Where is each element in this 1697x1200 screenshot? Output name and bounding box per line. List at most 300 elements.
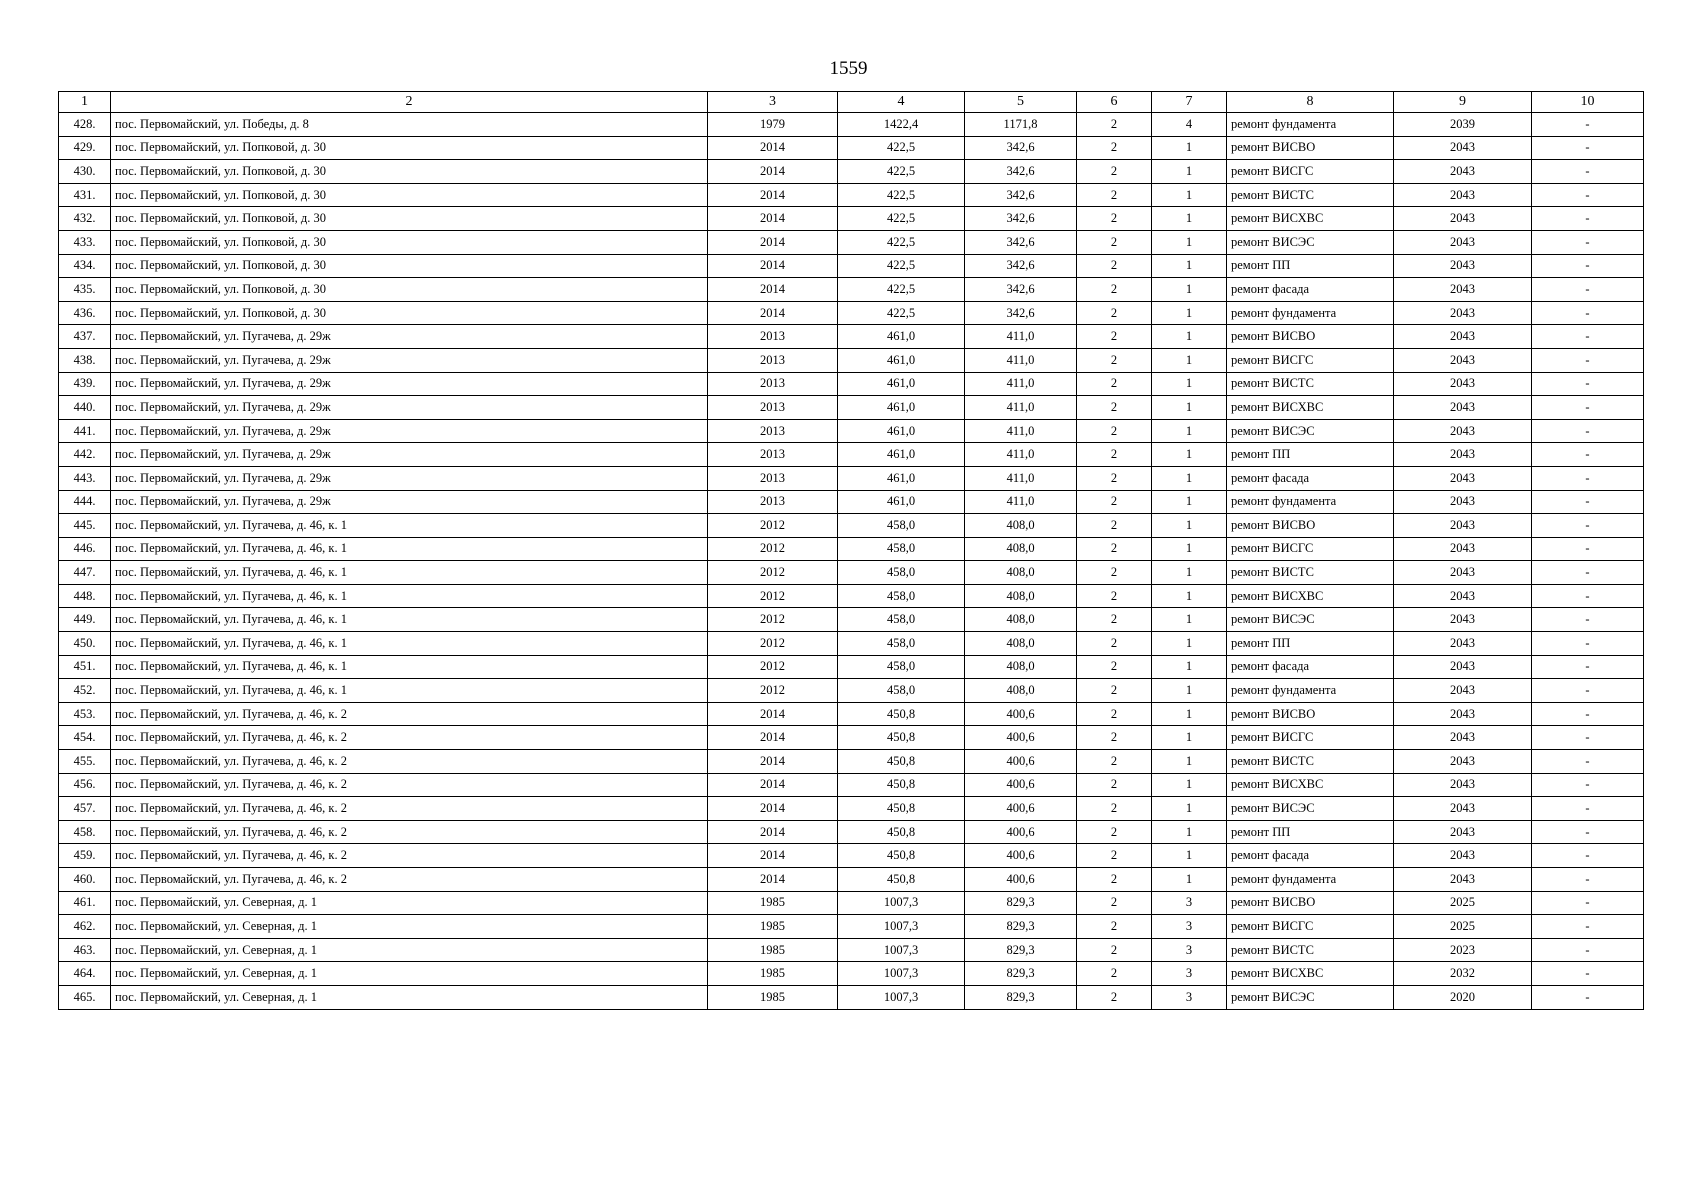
row-index-cell: 438. bbox=[59, 348, 111, 372]
address-cell: пос. Первомайский, ул. Северная, д. 1 bbox=[111, 938, 708, 962]
entrances-cell: 1 bbox=[1152, 844, 1227, 868]
work-type-cell: ремонт ВИСХВС bbox=[1227, 207, 1394, 231]
work-type-cell: ремонт ВИСХВС bbox=[1227, 396, 1394, 420]
work-type-cell: ремонт фундамента bbox=[1227, 490, 1394, 514]
entrances-cell: 1 bbox=[1152, 301, 1227, 325]
planned-year-cell: 2043 bbox=[1394, 254, 1532, 278]
address-cell: пос. Первомайский, ул. Северная, д. 1 bbox=[111, 985, 708, 1009]
year-built-cell: 2014 bbox=[708, 136, 838, 160]
note-cell: - bbox=[1532, 797, 1644, 821]
living-area-cell: 829,3 bbox=[965, 938, 1077, 962]
table-row bbox=[59, 443, 1644, 467]
address-cell: пос. Первомайский, ул. Пугачева, д. 29ж bbox=[111, 419, 708, 443]
address-cell: пос. Первомайский, ул. Пугачева, д. 46, к. 1 bbox=[111, 679, 708, 703]
planned-year-cell: 2025 bbox=[1394, 915, 1532, 939]
work-type-cell: ремонт ВИСВО bbox=[1227, 702, 1394, 726]
entrances-cell: 1 bbox=[1152, 136, 1227, 160]
living-area-cell: 829,3 bbox=[965, 915, 1077, 939]
work-type-cell: ремонт ВИСХВС bbox=[1227, 962, 1394, 986]
year-built-cell: 2012 bbox=[708, 655, 838, 679]
living-area-cell: 411,0 bbox=[965, 396, 1077, 420]
floors-cell: 2 bbox=[1077, 561, 1152, 585]
note-cell: - bbox=[1532, 679, 1644, 703]
address-cell: пос. Первомайский, ул. Пугачева, д. 46, к. 1 bbox=[111, 537, 708, 561]
year-built-cell: 2013 bbox=[708, 348, 838, 372]
total-area-cell: 450,8 bbox=[838, 702, 965, 726]
living-area-cell: 408,0 bbox=[965, 632, 1077, 656]
entrances-cell: 1 bbox=[1152, 396, 1227, 420]
row-index-cell: 455. bbox=[59, 750, 111, 774]
planned-year-cell: 2032 bbox=[1394, 962, 1532, 986]
note-cell: - bbox=[1532, 632, 1644, 656]
planned-year-cell: 2043 bbox=[1394, 608, 1532, 632]
floors-cell: 2 bbox=[1077, 915, 1152, 939]
note-cell: - bbox=[1532, 419, 1644, 443]
work-type-cell: ремонт фундамента bbox=[1227, 301, 1394, 325]
address-cell: пос. Первомайский, ул. Пугачева, д. 46, к. 2 bbox=[111, 702, 708, 726]
planned-year-cell: 2043 bbox=[1394, 396, 1532, 420]
living-area-cell: 408,0 bbox=[965, 537, 1077, 561]
planned-year-cell: 2043 bbox=[1394, 655, 1532, 679]
table-row bbox=[59, 419, 1644, 443]
total-area-cell: 458,0 bbox=[838, 584, 965, 608]
entrances-cell: 1 bbox=[1152, 679, 1227, 703]
table-row bbox=[59, 207, 1644, 231]
table-row bbox=[59, 113, 1644, 137]
living-area-cell: 342,6 bbox=[965, 301, 1077, 325]
living-area-cell: 400,6 bbox=[965, 773, 1077, 797]
address-cell: пос. Первомайский, ул. Пугачева, д. 46, к. 2 bbox=[111, 726, 708, 750]
work-type-cell: ремонт ПП bbox=[1227, 254, 1394, 278]
row-index-cell: 439. bbox=[59, 372, 111, 396]
work-type-cell: ремонт ВИСЭС bbox=[1227, 608, 1394, 632]
planned-year-cell: 2043 bbox=[1394, 679, 1532, 703]
total-area-cell: 422,5 bbox=[838, 136, 965, 160]
total-area-cell: 422,5 bbox=[838, 278, 965, 302]
planned-year-cell: 2043 bbox=[1394, 773, 1532, 797]
address-cell: пос. Первомайский, ул. Пугачева, д. 46, к. 2 bbox=[111, 773, 708, 797]
entrances-cell: 1 bbox=[1152, 702, 1227, 726]
note-cell: - bbox=[1532, 348, 1644, 372]
address-cell: пос. Первомайский, ул. Пугачева, д. 46, к. 1 bbox=[111, 514, 708, 538]
year-built-cell: 1985 bbox=[708, 915, 838, 939]
floors-cell: 2 bbox=[1077, 325, 1152, 349]
address-cell: пос. Первомайский, ул. Попковой, д. 30 bbox=[111, 254, 708, 278]
total-area-cell: 422,5 bbox=[838, 230, 965, 254]
table-row bbox=[59, 466, 1644, 490]
planned-year-cell: 2043 bbox=[1394, 136, 1532, 160]
work-type-cell: ремонт ВИСХВС bbox=[1227, 773, 1394, 797]
entrances-cell: 1 bbox=[1152, 372, 1227, 396]
column-header: 8 bbox=[1227, 92, 1394, 113]
note-cell: - bbox=[1532, 254, 1644, 278]
floors-cell: 2 bbox=[1077, 985, 1152, 1009]
row-index-cell: 447. bbox=[59, 561, 111, 585]
floors-cell: 2 bbox=[1077, 797, 1152, 821]
year-built-cell: 2013 bbox=[708, 325, 838, 349]
living-area-cell: 408,0 bbox=[965, 514, 1077, 538]
address-cell: пос. Первомайский, ул. Попковой, д. 30 bbox=[111, 136, 708, 160]
planned-year-cell: 2043 bbox=[1394, 584, 1532, 608]
total-area-cell: 450,8 bbox=[838, 820, 965, 844]
address-cell: пос. Первомайский, ул. Попковой, д. 30 bbox=[111, 230, 708, 254]
work-type-cell: ремонт ВИСГС bbox=[1227, 726, 1394, 750]
planned-year-cell: 2043 bbox=[1394, 325, 1532, 349]
entrances-cell: 1 bbox=[1152, 632, 1227, 656]
work-type-cell: ремонт ВИСТС bbox=[1227, 561, 1394, 585]
planned-year-cell: 2043 bbox=[1394, 419, 1532, 443]
column-header: 5 bbox=[965, 92, 1077, 113]
entrances-cell: 1 bbox=[1152, 773, 1227, 797]
total-area-cell: 450,8 bbox=[838, 844, 965, 868]
total-area-cell: 458,0 bbox=[838, 608, 965, 632]
entrances-cell: 3 bbox=[1152, 891, 1227, 915]
floors-cell: 2 bbox=[1077, 773, 1152, 797]
total-area-cell: 1422,4 bbox=[838, 113, 965, 137]
entrances-cell: 1 bbox=[1152, 325, 1227, 349]
total-area-cell: 1007,3 bbox=[838, 915, 965, 939]
work-type-cell: ремонт ВИСТС bbox=[1227, 750, 1394, 774]
note-cell: - bbox=[1532, 490, 1644, 514]
floors-cell: 2 bbox=[1077, 183, 1152, 207]
address-cell: пос. Первомайский, ул. Пугачева, д. 29ж bbox=[111, 443, 708, 467]
table-row bbox=[59, 396, 1644, 420]
total-area-cell: 422,5 bbox=[838, 183, 965, 207]
year-built-cell: 2014 bbox=[708, 230, 838, 254]
living-area-cell: 400,6 bbox=[965, 750, 1077, 774]
row-index-cell: 433. bbox=[59, 230, 111, 254]
living-area-cell: 400,6 bbox=[965, 726, 1077, 750]
table-row bbox=[59, 301, 1644, 325]
entrances-cell: 1 bbox=[1152, 561, 1227, 585]
row-index-cell: 458. bbox=[59, 820, 111, 844]
floors-cell: 2 bbox=[1077, 844, 1152, 868]
floors-cell: 2 bbox=[1077, 655, 1152, 679]
entrances-cell: 1 bbox=[1152, 797, 1227, 821]
living-area-cell: 342,6 bbox=[965, 183, 1077, 207]
address-cell: пос. Первомайский, ул. Северная, д. 1 bbox=[111, 962, 708, 986]
year-built-cell: 2014 bbox=[708, 844, 838, 868]
year-built-cell: 2012 bbox=[708, 584, 838, 608]
floors-cell: 2 bbox=[1077, 702, 1152, 726]
entrances-cell: 3 bbox=[1152, 938, 1227, 962]
entrances-cell: 1 bbox=[1152, 230, 1227, 254]
column-header: 3 bbox=[708, 92, 838, 113]
entrances-cell: 1 bbox=[1152, 726, 1227, 750]
planned-year-cell: 2043 bbox=[1394, 561, 1532, 585]
floors-cell: 2 bbox=[1077, 160, 1152, 184]
planned-year-cell: 2043 bbox=[1394, 632, 1532, 656]
row-index-cell: 440. bbox=[59, 396, 111, 420]
entrances-cell: 1 bbox=[1152, 348, 1227, 372]
work-type-cell: ремонт ВИСГС bbox=[1227, 537, 1394, 561]
note-cell: - bbox=[1532, 655, 1644, 679]
year-built-cell: 2014 bbox=[708, 278, 838, 302]
address-cell: пос. Первомайский, ул. Пугачева, д. 46, к. 1 bbox=[111, 632, 708, 656]
work-type-cell: ремонт ВИСГС bbox=[1227, 915, 1394, 939]
planned-year-cell: 2043 bbox=[1394, 797, 1532, 821]
address-cell: пос. Первомайский, ул. Пугачева, д. 29ж bbox=[111, 348, 708, 372]
note-cell: - bbox=[1532, 278, 1644, 302]
address-cell: пос. Первомайский, ул. Пугачева, д. 46, к. 2 bbox=[111, 844, 708, 868]
entrances-cell: 4 bbox=[1152, 113, 1227, 137]
address-cell: пос. Первомайский, ул. Пугачева, д. 29ж bbox=[111, 466, 708, 490]
address-cell: пос. Первомайский, ул. Северная, д. 1 bbox=[111, 891, 708, 915]
total-area-cell: 1007,3 bbox=[838, 962, 965, 986]
living-area-cell: 408,0 bbox=[965, 679, 1077, 703]
table-row bbox=[59, 868, 1644, 892]
row-index-cell: 430. bbox=[59, 160, 111, 184]
note-cell: - bbox=[1532, 183, 1644, 207]
total-area-cell: 461,0 bbox=[838, 443, 965, 467]
total-area-cell: 461,0 bbox=[838, 325, 965, 349]
column-header: 4 bbox=[838, 92, 965, 113]
row-index-cell: 456. bbox=[59, 773, 111, 797]
total-area-cell: 450,8 bbox=[838, 773, 965, 797]
planned-year-cell: 2043 bbox=[1394, 466, 1532, 490]
row-index-cell: 437. bbox=[59, 325, 111, 349]
note-cell: - bbox=[1532, 113, 1644, 137]
living-area-cell: 829,3 bbox=[965, 891, 1077, 915]
year-built-cell: 2013 bbox=[708, 419, 838, 443]
living-area-cell: 411,0 bbox=[965, 466, 1077, 490]
living-area-cell: 342,6 bbox=[965, 254, 1077, 278]
living-area-cell: 411,0 bbox=[965, 490, 1077, 514]
work-type-cell: ремонт ВИСЭС bbox=[1227, 419, 1394, 443]
total-area-cell: 1007,3 bbox=[838, 938, 965, 962]
note-cell: - bbox=[1532, 915, 1644, 939]
living-area-cell: 1171,8 bbox=[965, 113, 1077, 137]
table-row bbox=[59, 490, 1644, 514]
entrances-cell: 1 bbox=[1152, 183, 1227, 207]
living-area-cell: 400,6 bbox=[965, 820, 1077, 844]
floors-cell: 2 bbox=[1077, 396, 1152, 420]
planned-year-cell: 2039 bbox=[1394, 113, 1532, 137]
living-area-cell: 829,3 bbox=[965, 962, 1077, 986]
year-built-cell: 2012 bbox=[708, 514, 838, 538]
work-type-cell: ремонт ВИСТС bbox=[1227, 938, 1394, 962]
work-type-cell: ремонт фундамента bbox=[1227, 113, 1394, 137]
total-area-cell: 461,0 bbox=[838, 396, 965, 420]
year-built-cell: 1985 bbox=[708, 891, 838, 915]
floors-cell: 2 bbox=[1077, 962, 1152, 986]
note-cell: - bbox=[1532, 207, 1644, 231]
planned-year-cell: 2043 bbox=[1394, 207, 1532, 231]
address-cell: пос. Первомайский, ул. Пугачева, д. 46, к. 2 bbox=[111, 868, 708, 892]
floors-cell: 2 bbox=[1077, 750, 1152, 774]
floors-cell: 2 bbox=[1077, 537, 1152, 561]
work-type-cell: ремонт ПП bbox=[1227, 632, 1394, 656]
total-area-cell: 1007,3 bbox=[838, 891, 965, 915]
note-cell: - bbox=[1532, 466, 1644, 490]
entrances-cell: 1 bbox=[1152, 490, 1227, 514]
note-cell: - bbox=[1532, 702, 1644, 726]
floors-cell: 2 bbox=[1077, 301, 1152, 325]
total-area-cell: 458,0 bbox=[838, 561, 965, 585]
work-type-cell: ремонт ВИСВО bbox=[1227, 136, 1394, 160]
planned-year-cell: 2043 bbox=[1394, 844, 1532, 868]
note-cell: - bbox=[1532, 443, 1644, 467]
total-area-cell: 1007,3 bbox=[838, 985, 965, 1009]
table-row bbox=[59, 561, 1644, 585]
note-cell: - bbox=[1532, 372, 1644, 396]
repair-schedule-table bbox=[58, 91, 1644, 1010]
year-built-cell: 2014 bbox=[708, 773, 838, 797]
planned-year-cell: 2043 bbox=[1394, 372, 1532, 396]
planned-year-cell: 2043 bbox=[1394, 443, 1532, 467]
planned-year-cell: 2043 bbox=[1394, 183, 1532, 207]
address-cell: пос. Первомайский, ул. Победы, д. 8 bbox=[111, 113, 708, 137]
note-cell: - bbox=[1532, 868, 1644, 892]
row-index-cell: 432. bbox=[59, 207, 111, 231]
note-cell: - bbox=[1532, 985, 1644, 1009]
work-type-cell: ремонт ВИСВО bbox=[1227, 514, 1394, 538]
total-area-cell: 458,0 bbox=[838, 514, 965, 538]
total-area-cell: 422,5 bbox=[838, 301, 965, 325]
table-row bbox=[59, 584, 1644, 608]
row-index-cell: 446. bbox=[59, 537, 111, 561]
planned-year-cell: 2043 bbox=[1394, 820, 1532, 844]
entrances-cell: 1 bbox=[1152, 254, 1227, 278]
row-index-cell: 445. bbox=[59, 514, 111, 538]
living-area-cell: 411,0 bbox=[965, 372, 1077, 396]
work-type-cell: ремонт ПП bbox=[1227, 820, 1394, 844]
planned-year-cell: 2043 bbox=[1394, 490, 1532, 514]
table-row bbox=[59, 820, 1644, 844]
year-built-cell: 2013 bbox=[708, 466, 838, 490]
entrances-cell: 1 bbox=[1152, 207, 1227, 231]
row-index-cell: 462. bbox=[59, 915, 111, 939]
table-row bbox=[59, 915, 1644, 939]
address-cell: пос. Первомайский, ул. Попковой, д. 30 bbox=[111, 301, 708, 325]
total-area-cell: 461,0 bbox=[838, 348, 965, 372]
work-type-cell: ремонт ВИСЭС bbox=[1227, 985, 1394, 1009]
row-index-cell: 454. bbox=[59, 726, 111, 750]
floors-cell: 2 bbox=[1077, 584, 1152, 608]
row-index-cell: 450. bbox=[59, 632, 111, 656]
entrances-cell: 1 bbox=[1152, 537, 1227, 561]
floors-cell: 2 bbox=[1077, 278, 1152, 302]
row-index-cell: 436. bbox=[59, 301, 111, 325]
address-cell: пос. Первомайский, ул. Попковой, д. 30 bbox=[111, 278, 708, 302]
year-built-cell: 1985 bbox=[708, 985, 838, 1009]
year-built-cell: 2013 bbox=[708, 396, 838, 420]
total-area-cell: 461,0 bbox=[838, 490, 965, 514]
total-area-cell: 458,0 bbox=[838, 679, 965, 703]
address-cell: пос. Первомайский, ул. Пугачева, д. 29ж bbox=[111, 372, 708, 396]
address-cell: пос. Первомайский, ул. Пугачева, д. 46, к. 2 bbox=[111, 750, 708, 774]
row-index-cell: 451. bbox=[59, 655, 111, 679]
column-header: 2 bbox=[111, 92, 708, 113]
year-built-cell: 2012 bbox=[708, 632, 838, 656]
work-type-cell: ремонт фасада bbox=[1227, 844, 1394, 868]
work-type-cell: ремонт ВИСЭС bbox=[1227, 230, 1394, 254]
column-header: 6 bbox=[1077, 92, 1152, 113]
year-built-cell: 2014 bbox=[708, 254, 838, 278]
row-index-cell: 460. bbox=[59, 868, 111, 892]
table-row bbox=[59, 608, 1644, 632]
row-index-cell: 448. bbox=[59, 584, 111, 608]
floors-cell: 2 bbox=[1077, 726, 1152, 750]
floors-cell: 2 bbox=[1077, 230, 1152, 254]
address-cell: пос. Первомайский, ул. Пугачева, д. 29ж bbox=[111, 396, 708, 420]
note-cell: - bbox=[1532, 750, 1644, 774]
work-type-cell: ремонт ПП bbox=[1227, 443, 1394, 467]
table-row bbox=[59, 514, 1644, 538]
row-index-cell: 457. bbox=[59, 797, 111, 821]
floors-cell: 2 bbox=[1077, 466, 1152, 490]
living-area-cell: 408,0 bbox=[965, 608, 1077, 632]
total-area-cell: 461,0 bbox=[838, 419, 965, 443]
note-cell: - bbox=[1532, 537, 1644, 561]
entrances-cell: 1 bbox=[1152, 868, 1227, 892]
address-cell: пос. Первомайский, ул. Попковой, д. 30 bbox=[111, 183, 708, 207]
row-index-cell: 461. bbox=[59, 891, 111, 915]
row-index-cell: 444. bbox=[59, 490, 111, 514]
year-built-cell: 2012 bbox=[708, 561, 838, 585]
year-built-cell: 2014 bbox=[708, 160, 838, 184]
column-header: 10 bbox=[1532, 92, 1644, 113]
total-area-cell: 458,0 bbox=[838, 655, 965, 679]
year-built-cell: 2013 bbox=[708, 372, 838, 396]
year-built-cell: 1979 bbox=[708, 113, 838, 137]
living-area-cell: 400,6 bbox=[965, 868, 1077, 892]
table-row bbox=[59, 773, 1644, 797]
total-area-cell: 461,0 bbox=[838, 372, 965, 396]
entrances-cell: 1 bbox=[1152, 278, 1227, 302]
living-area-cell: 411,0 bbox=[965, 419, 1077, 443]
living-area-cell: 411,0 bbox=[965, 348, 1077, 372]
year-built-cell: 2014 bbox=[708, 207, 838, 231]
total-area-cell: 422,5 bbox=[838, 254, 965, 278]
floors-cell: 2 bbox=[1077, 608, 1152, 632]
table-row bbox=[59, 348, 1644, 372]
living-area-cell: 400,6 bbox=[965, 702, 1077, 726]
entrances-cell: 3 bbox=[1152, 962, 1227, 986]
living-area-cell: 400,6 bbox=[965, 797, 1077, 821]
planned-year-cell: 2043 bbox=[1394, 301, 1532, 325]
work-type-cell: ремонт ВИСГС bbox=[1227, 348, 1394, 372]
total-area-cell: 450,8 bbox=[838, 726, 965, 750]
table-row bbox=[59, 985, 1644, 1009]
note-cell: - bbox=[1532, 820, 1644, 844]
table-row bbox=[59, 325, 1644, 349]
work-type-cell: ремонт фасада bbox=[1227, 466, 1394, 490]
table-row bbox=[59, 797, 1644, 821]
table-row bbox=[59, 183, 1644, 207]
note-cell: - bbox=[1532, 230, 1644, 254]
address-cell: пос. Первомайский, ул. Северная, д. 1 bbox=[111, 915, 708, 939]
address-cell: пос. Первомайский, ул. Пугачева, д. 46, к. 1 bbox=[111, 608, 708, 632]
note-cell: - bbox=[1532, 608, 1644, 632]
living-area-cell: 408,0 bbox=[965, 655, 1077, 679]
year-built-cell: 2013 bbox=[708, 443, 838, 467]
entrances-cell: 1 bbox=[1152, 820, 1227, 844]
note-cell: - bbox=[1532, 891, 1644, 915]
entrances-cell: 1 bbox=[1152, 419, 1227, 443]
planned-year-cell: 2043 bbox=[1394, 348, 1532, 372]
table-row bbox=[59, 160, 1644, 184]
note-cell: - bbox=[1532, 584, 1644, 608]
column-header: 7 bbox=[1152, 92, 1227, 113]
column-header: 9 bbox=[1394, 92, 1532, 113]
table-row bbox=[59, 632, 1644, 656]
row-index-cell: 452. bbox=[59, 679, 111, 703]
planned-year-cell: 2043 bbox=[1394, 514, 1532, 538]
work-type-cell: ремонт фундамента bbox=[1227, 679, 1394, 703]
living-area-cell: 400,6 bbox=[965, 844, 1077, 868]
planned-year-cell: 2043 bbox=[1394, 702, 1532, 726]
